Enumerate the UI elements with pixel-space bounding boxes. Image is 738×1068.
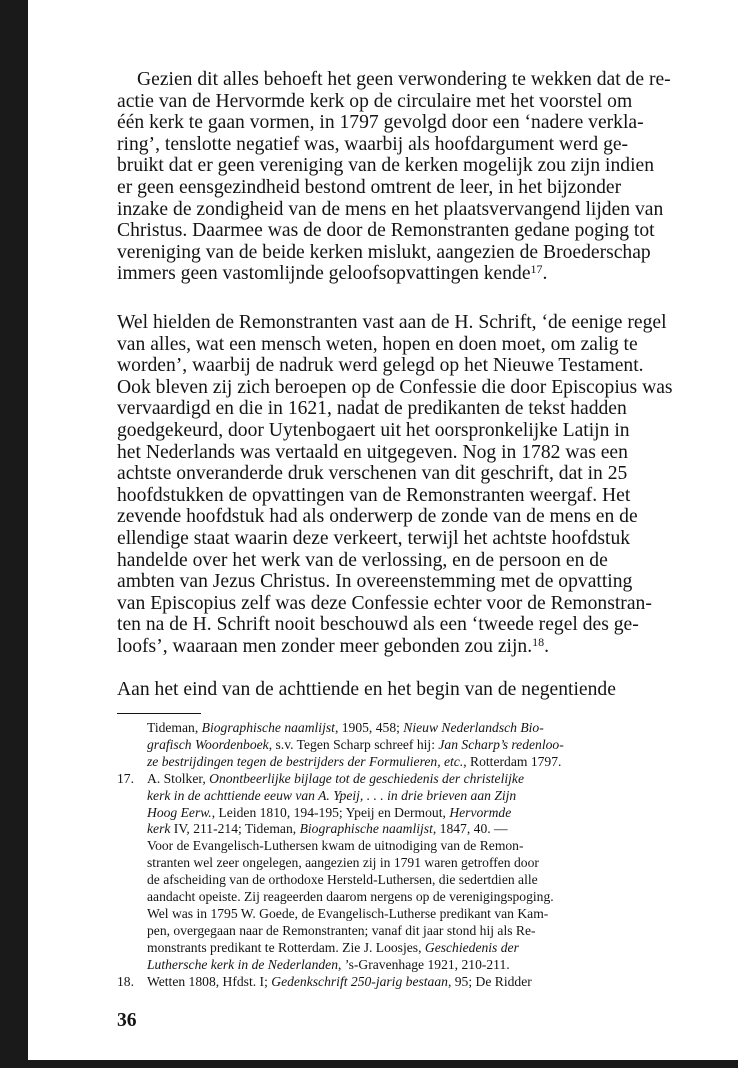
book-title: Hoog Eerw. bbox=[147, 804, 212, 820]
text-segment: , Rotterdam 1797. bbox=[463, 753, 562, 769]
footnote-ref-17: 17 bbox=[530, 262, 543, 277]
text-line: ambten van Jezus Christus. In overeenstemming met de opvatting bbox=[117, 571, 633, 593]
footnote-line bbox=[117, 957, 713, 974]
scan-border-bottom bbox=[0, 1060, 738, 1068]
text-segment: IV, 211-214; Tideman, bbox=[170, 821, 300, 837]
text-line: van Episcopius zelf was deze Confessie echter voor de Remonstran- bbox=[117, 592, 652, 614]
footnote-line bbox=[117, 805, 713, 822]
book-title: Biographische naamlijst bbox=[299, 821, 433, 837]
footnote-line bbox=[117, 821, 713, 838]
text-line: ring’, tenslotte negatief was, waarbij als hoofdargument werd ge- bbox=[117, 133, 629, 155]
footnote-ref-18: 18 bbox=[532, 634, 545, 649]
text-line: Ook bleven zij zich beroepen op de Confessie die door Episcopius was bbox=[117, 376, 673, 398]
paragraph-3 bbox=[117, 679, 713, 701]
text-line: zevende hoofdstuk had als onderwerp de zonde van de mens en de bbox=[117, 506, 638, 528]
text-line: het Nederlands was vertaald en uitgegeven. Nog in 1782 was een bbox=[117, 441, 628, 463]
text-line: ten na de H. Schrift nooit beschouwd als een ‘tweede regel des ge- bbox=[117, 614, 639, 636]
text-segment: Tideman, bbox=[147, 720, 202, 735]
text-segment: . bbox=[542, 263, 548, 285]
book-title: Hervormde bbox=[449, 804, 512, 820]
text-line: één kerk te gaan vormen, in 1797 gevolgd door een ‘nadere verkla- bbox=[117, 112, 644, 134]
text-line: handelde over het werk van de verlossing, en de persoon en de bbox=[117, 549, 608, 571]
scan-border-left bbox=[0, 0, 28, 1068]
text-segment: Wetten 1808, Hfdst. I; bbox=[147, 973, 272, 989]
book-title: Onontbeerlijke bijlage tot de geschiedenis der christelijke bbox=[209, 770, 524, 786]
text-segment: , 1905, 458; bbox=[334, 720, 404, 735]
footnote-line: de afscheiding van de orthodoxe Hersteld-Luthersen, die sedertdien alle bbox=[147, 872, 538, 888]
paragraph-1 bbox=[117, 69, 713, 285]
footnote-line: Voor de Evangelisch-Luthersen kwam de uitnodiging van de Remon- bbox=[147, 838, 524, 854]
footnotes bbox=[117, 720, 713, 991]
page-number: 36 bbox=[117, 1010, 137, 1031]
text-line: er geen eensgezindheid bestond omtrent de leer, in het bijzonder bbox=[117, 176, 622, 198]
text-segment: , 1847, 40. — bbox=[432, 821, 508, 837]
text-segment: . bbox=[544, 635, 550, 657]
text-line: ellendige staat waarin deze verkeert, terwijl het achtste hoofdstuk bbox=[117, 527, 631, 549]
footnote-line: aandacht opeiste. Zij reageerden daarom nergens op de verenigingspoging. bbox=[147, 889, 554, 905]
book-title: kerk bbox=[147, 821, 171, 837]
footnote-line bbox=[117, 940, 713, 957]
book-title: Biographische naamlijst bbox=[201, 720, 335, 735]
footnote-line bbox=[117, 754, 713, 771]
text-line: actie van de Hervormde kerk op de circulaire met het voorstel om bbox=[117, 90, 633, 112]
text-line: Gezien dit alles behoeft het geen verwondering te wekken dat de re- bbox=[137, 69, 671, 90]
text-line: bruikt dat er geen vereniging van de kerken mogelijk zou zijn indien bbox=[117, 155, 655, 177]
text-line: inzake de zondigheid van de mens en het plaatsvervangend lijden van bbox=[117, 198, 664, 220]
text-segment: monstrants predikant te Rotterdam. Zie J. Loosjes, bbox=[147, 939, 425, 955]
book-title: Nieuw Nederlandsch Bio- bbox=[403, 720, 544, 735]
text-segment: , s.v. Tegen Scharp schreef hij: bbox=[268, 736, 439, 752]
footnote-number: 18. bbox=[117, 973, 134, 989]
book-title: grafisch Woordenboek bbox=[147, 736, 269, 752]
text-segment: , Leiden 1810, 194-195; Ypeij en Dermout, bbox=[211, 804, 450, 820]
footnote-18 bbox=[117, 974, 713, 991]
text-line: hoofdstukken de opvattingen van de Remonstranten weergaf. Het bbox=[117, 484, 631, 506]
book-title: Jan Scharp’s redenloo- bbox=[438, 736, 564, 752]
text-line: vervaardigd en die in 1621, nadat de predikanten de tekst hadden bbox=[117, 398, 627, 420]
paragraph-2 bbox=[117, 312, 713, 658]
book-title: kerk in de achttiende eeuw van A. Ypeij, . . . in drie brieven aan Zijn bbox=[147, 787, 517, 803]
text-segment: , ’s-Gravenhage 1921, 210-211. bbox=[338, 956, 510, 972]
text-line: Aan het eind van de achttiende en het begin van de negentiende bbox=[117, 679, 616, 700]
footnote-line: Wel was in 1795 W. Goede, de Evangelisch-Lutherse predikant van Kam- bbox=[147, 905, 549, 921]
text-segment: , 95; De Ridder bbox=[447, 973, 532, 989]
text-line bbox=[117, 263, 713, 285]
footnote-line bbox=[117, 788, 713, 805]
footnote-line bbox=[117, 720, 713, 737]
book-title: Gedenkschrift 250-jarig bestaan bbox=[271, 973, 448, 989]
footnote-17 bbox=[117, 771, 713, 788]
book-title: ze bestrijdingen tegen de bestrijders der Formulieren, etc. bbox=[147, 753, 464, 769]
book-title: Luthersche kerk in de Nederlanden bbox=[147, 956, 339, 972]
footnote-line bbox=[117, 737, 713, 754]
text-line: worden’, waarbij de nadruk werd gelegd op het Nieuwe Testament. bbox=[117, 355, 644, 377]
text-line: achtste onveranderde druk verschenen van dit geschrift, dat in 25 bbox=[117, 463, 628, 485]
text-segment: immers geen vastomlijnde geloofsopvattingen kende bbox=[117, 263, 531, 285]
text-line: van alles, wat een mensch weten, hopen en doen moet, om zalig te bbox=[117, 333, 638, 355]
footnote-line: stranten wel zeer ongelegen, aangezien zij in 1791 waren getroffen door bbox=[147, 855, 539, 871]
text-line: Christus. Daarmee was de door de Remonstranten gedane poging tot bbox=[117, 220, 655, 242]
footnote-line: pen, overgegaan naar de Remonstranten; vanaf dit jaar stond hij als Re- bbox=[147, 922, 536, 938]
footnote-number: 17. bbox=[117, 770, 134, 786]
text-line: goedgekeurd, door Uytenbogaert uit het oorspronkelijke Latijn in bbox=[117, 419, 630, 441]
text-line bbox=[117, 636, 713, 658]
book-title: Geschiedenis der bbox=[424, 939, 519, 955]
footnote-separator bbox=[117, 713, 201, 714]
text-segment: A. Stolker, bbox=[147, 770, 210, 786]
text-line: vereniging van de beide kerken mislukt, aangezien de Broederschap bbox=[117, 241, 651, 263]
text-line: Wel hielden de Remonstranten vast aan de H. Schrift, ‘de eenige regel bbox=[117, 312, 667, 333]
text-segment: loofs’, waaraan men zonder meer gebonden zou zijn. bbox=[117, 635, 533, 657]
